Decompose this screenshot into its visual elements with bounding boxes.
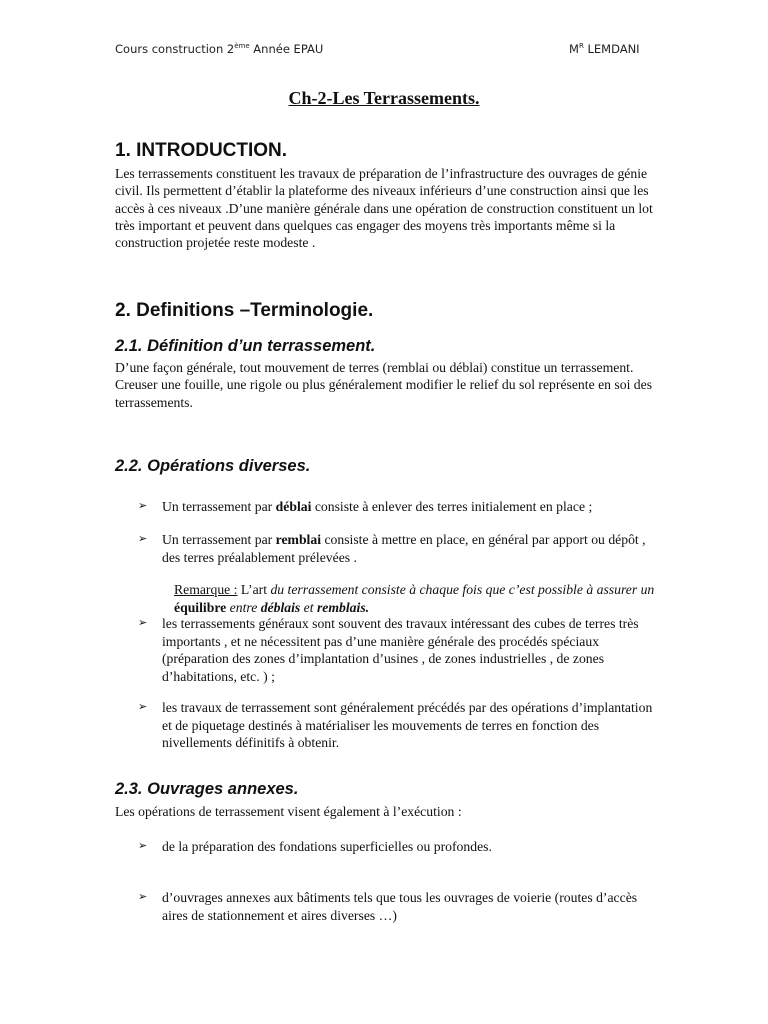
section-heading-introduction: 1. INTRODUCTION. [115,140,288,161]
text-run: L’art [237,582,271,597]
text-run: Un terrassement par [162,499,276,514]
definition-paragraph [115,359,660,411]
bold-term: remblais. [316,599,370,615]
text-run: Un terrassement par [162,532,276,547]
list-item-text: les terrassements généraux sont souvent des travaux intéressant des cubes de terres très importants , et ne nécessitent pas d’une manière générale des procédés spéciaux (préparation des zones d’implantation d’usines , de zones industrielles , de zones d’habitations, etc. ) ; [162,616,639,684]
bullet-arrow-icon: ➢ [138,533,148,545]
header-course-rest: Année EPAU [249,42,324,56]
introduction-paragraph: Les terrassements constituent les travaux de préparation de l’infrastructure des ouvrages de génie civil. Ils permettent d’établir la plateforme des niveaux inférieurs d’une construction ainsi que les accès à ces niveaux .D’une manière générale dans une opération de construction constituent un lot très important et peuvent dans quelques cas engager des moyens très importants même si la construction projetée reste modeste . [115,166,653,251]
list-item-road-works [138,889,658,924]
header-course-sup: ème [234,42,250,50]
list-item-foundations [138,838,658,856]
list-item-staking [138,699,658,752]
section-heading-definitions: 2. Definitions –Terminologie. [115,300,374,321]
page-title: Ch-2-Les Terrassements. [288,88,480,108]
list-item-text [162,531,658,566]
remark-label: Remarque : [174,582,238,597]
text-run: entre [226,599,261,615]
annex-works-intro: Les opérations de terrassement visent également à l’exécution : [115,804,462,819]
bullet-arrow-icon: ➢ [138,500,148,512]
subsection-heading-operations: 2.2. Opérations diverses. [115,457,311,475]
list-item-text: de la préparation des fondations superficielles ou profondes. [162,839,492,854]
list-item-remblai [138,531,658,566]
remark-note [174,581,664,616]
header-author-rest: LEMDANI [583,42,640,56]
definition-line-2: Creuser une fouille, une rigole ou plus généralement modifier le relief du sol représente en soi des terrassements. [115,377,653,410]
text-run: du terrassement consiste à chaque fois que c’est possible à assurer un [270,582,655,597]
header-author-sup: R [578,42,584,50]
bullet-arrow-icon: ➢ [138,617,148,629]
bullet-arrow-icon: ➢ [138,701,148,713]
text-run: et [300,599,317,615]
page-header-author [569,42,640,56]
text-run: consiste à enlever des terres initialement en place ; [311,499,593,514]
list-item-text [162,498,658,516]
definition-line-1: D’une façon générale, tout mouvement de terres (remblai ou déblai) constitue un terrassement. [115,360,634,375]
list-item-general-earthworks [138,615,658,685]
list-item-text: d’ouvrages annexes aux bâtiments tels que tous les ouvrages de voierie (routes d’accès aires de stationnement et aires diverses …) [162,890,638,923]
bold-term: déblai [275,499,312,514]
header-author-text: M [569,42,579,56]
bullet-arrow-icon: ➢ [138,840,148,852]
header-course-text: Cours construction 2 [115,42,235,56]
page-header-course [115,42,323,56]
bold-term: équilibre [174,599,227,615]
bullet-arrow-icon: ➢ [138,891,148,903]
subsection-heading-annex-works: 2.3. Ouvrages annexes. [115,780,299,798]
bold-term: déblais [260,599,301,615]
subsection-heading-definition: 2.1. Définition d’un terrassement. [115,337,376,355]
list-item-deblai [138,498,658,516]
bold-term: remblai [275,532,322,547]
list-item-text: les travaux de terrassement sont généralement précédés par des opérations d’implantation et de piquetage destinés à matérialiser les mouvements de terres en fonction des nivellements définitifs à obtenir. [162,700,653,751]
text-run: consiste à mettre en place, en général par apport ou dépôt , des terres préalablement prélevées . [162,532,646,565]
